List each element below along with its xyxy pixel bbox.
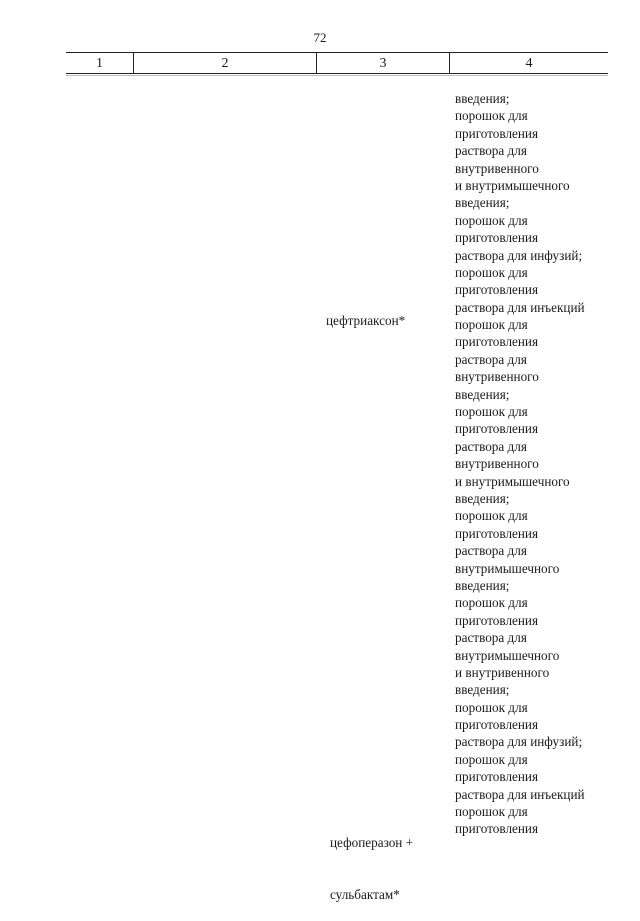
dosage-form-line: порошок для: [455, 404, 528, 420]
dosage-form-line: порошок для: [455, 595, 528, 611]
dosage-form-line: раствора для: [455, 438, 527, 454]
dosage-form-line: внутримышечного: [455, 560, 560, 576]
header-col-2: 2: [133, 53, 316, 73]
dosage-form-line: приготовления: [455, 230, 539, 246]
dosage-form-line: раствора для: [455, 630, 527, 646]
dosage-form-line: раствора для инфузий;: [455, 247, 583, 263]
header-col-4: 4: [449, 53, 608, 73]
dosage-form-line: порошок для: [455, 108, 528, 124]
dosage-form-line: приготовления: [455, 282, 539, 298]
header-col-3: 3: [316, 53, 449, 73]
divider: [66, 75, 608, 76]
dosage-form-line: введения;: [455, 195, 510, 211]
drug-name-line: цефоперазон +: [330, 834, 414, 850]
dosage-form-line: раствора для инъекций: [455, 786, 585, 802]
drug-name-ceftriaxone: цефтриаксон*: [326, 313, 406, 328]
dosage-form-line: приготовления: [455, 125, 539, 141]
table-header-row: [66, 52, 608, 74]
dosage-form-line: введения;: [455, 91, 510, 106]
dosage-form-line: введения;: [455, 682, 510, 698]
dosage-form-line: внутривенного: [455, 456, 539, 472]
page-number: 72: [313, 30, 327, 45]
dosage-form-line: порошок для: [455, 804, 528, 820]
dosage-form-line: порошок для: [455, 317, 528, 333]
dosage-form-line: порошок для: [455, 508, 528, 524]
dosage-form-line: введения;: [455, 386, 510, 402]
dosage-form-line: и внутримышечного: [455, 473, 570, 489]
dosage-form-line: раствора для: [455, 543, 527, 559]
dosage-form-line: приготовления: [455, 612, 539, 628]
dosage-form-line: и внутримышечного: [455, 177, 570, 193]
dosage-form-line: приготовления: [455, 525, 539, 541]
dosage-form-line: приготовления: [455, 717, 539, 733]
dosage-form-line: порошок для: [455, 751, 528, 767]
dosage-form-line: внутримышечного: [455, 647, 560, 663]
drug-name-line: сульбактам*: [330, 887, 400, 903]
dosage-form-line: порошок для: [455, 699, 528, 715]
dosage-form-line: раствора для инфузий;: [455, 734, 583, 750]
dosage-form-line: раствора для инъекций: [455, 299, 585, 315]
dosage-form-line: приготовления: [455, 821, 539, 837]
dosage-form-line: введения;: [455, 490, 510, 506]
dosage-forms-column: [455, 90, 625, 838]
dosage-form-line: порошок для: [455, 212, 528, 228]
dosage-form-line: введения;: [455, 577, 510, 593]
dosage-form-line: и внутривенного: [455, 664, 550, 680]
dosage-form-line: внутривенного: [455, 160, 539, 176]
dosage-form-line: приготовления: [455, 421, 539, 437]
dosage-form-line: раствора для: [455, 143, 527, 159]
header-col-1: 1: [96, 56, 103, 71]
dosage-form-line: приготовления: [455, 334, 539, 350]
dosage-form-line: приготовления: [455, 769, 539, 785]
dosage-form-line: внутривенного: [455, 369, 539, 385]
drug-name-cefoperazone-sulbactam: [330, 799, 413, 921]
dosage-form-line: порошок для: [455, 264, 528, 280]
dosage-form-line: раствора для: [455, 351, 527, 367]
